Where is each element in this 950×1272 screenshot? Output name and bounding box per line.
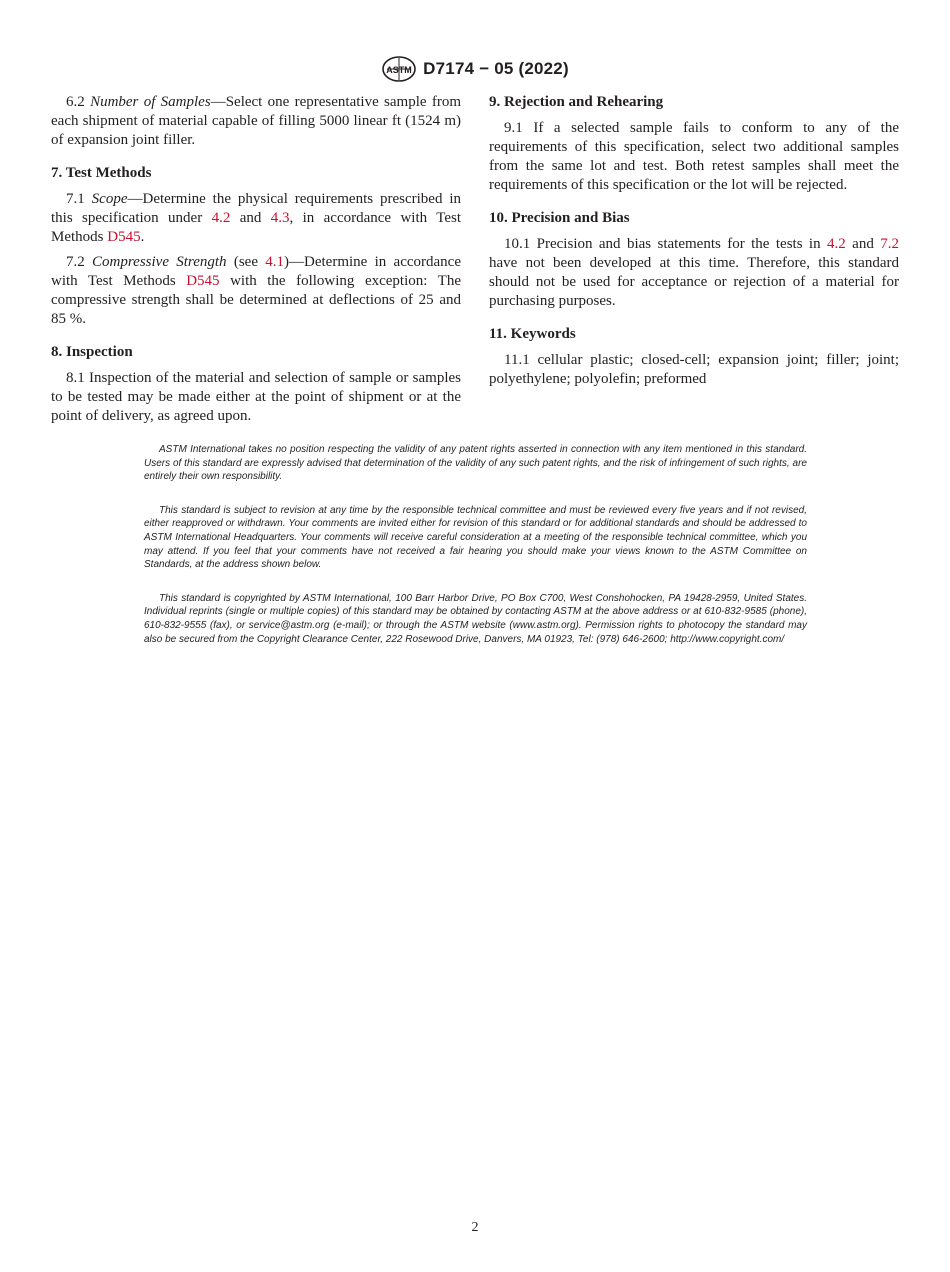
section-10-1: 10.1 Precision and bias statements for the tests in 4.2 and 7.2 have not been developed at this time. Therefore, this standard should not be used for acceptance or rejection of a material for purchasing purposes.: [489, 236, 899, 309]
svg-text:ASTM: ASTM: [386, 65, 412, 75]
patent-notice: ASTM International takes no position respecting the validity of any patent rights asserted in connection with any item mentioned in this standard. Users of this standard are expressly advised that determination of the validity of any such patent rights, and the risk of infringement of such rights, are entirely their own responsibility.: [144, 444, 807, 483]
ref-link[interactable]: D545: [186, 273, 220, 289]
heading-inspection: 8. Inspection: [51, 344, 133, 360]
section-7-2: 7.2 Compressive Strength (see 4.1)—Determine in accordance with Test Methods D545 with the following exception: The compressive strength shall be determined at deflections of 25 and 85 %.: [51, 254, 461, 327]
legal-notices: [144, 443, 807, 666]
standard-designation: D7174 − 05 (2022): [423, 59, 569, 78]
left-column: [51, 93, 461, 432]
section-7-1: 7.1 Scope—Determine the physical requirements prescribed in this specification under 4.2 and 4.3, in accordance with Test Methods D545.: [51, 191, 462, 245]
ref-link[interactable]: 4.1: [265, 254, 285, 270]
copyright-notice: This standard is copyrighted by ASTM International, 100 Barr Harbor Drive, PO Box C700, West Conshohocken, PA 19428-2959, United States. Individual reprints (single or multiple copies) of this standard may be obtained by contacting ASTM at the above address or at 610-832-9585 (phone), 610-832-9555 (fax), or service@astm.org (e-mail); or through the ASTM website (www.astm.org). Permission rights to photocopy the standard may also be secured from the Copyright Clearance Center, 222 Rosewood Drive, Danvers, MA 01923, Tel: (978) 646-2600; http://www.copyright.com/: [144, 592, 807, 645]
ref-link[interactable]: 4.3: [270, 210, 290, 226]
section-6-2: 6.2 Number of Samples—Select one representative sample from each shipment of material capable of filling 5000 linear ft (1524 m) of expansion joint filler.: [51, 94, 462, 148]
heading-keywords: 11. Keywords: [489, 326, 576, 342]
right-column: [489, 93, 899, 395]
ref-link[interactable]: 4.2: [211, 210, 231, 226]
page-header: [0, 56, 950, 82]
section-8-1: 8.1 Inspection of the material and selection of sample or samples to be tested may be made either at the point of shipment or at the point of delivery, as agreed upon.: [51, 370, 461, 424]
ref-link[interactable]: 7.2: [880, 236, 899, 252]
section-9-1: 9.1 If a selected sample fails to conform to any of the requirements of this specification, select two additional samples from the same lot and test. Both retest samples shall meet the requirements of this specification or the lot will be rejected.: [489, 120, 899, 193]
heading-rejection-rehearing: 9. Rejection and Rehearing: [489, 94, 664, 110]
page-number: 2: [471, 1220, 479, 1235]
section-11-1: 11.1 cellular plastic; closed-cell; expansion joint; filler; joint; polyethylene; polyolefin; preformed: [489, 352, 899, 387]
astm-logo-icon: [381, 56, 417, 82]
ref-link[interactable]: D545: [107, 229, 141, 245]
revision-notice: This standard is subject to revision at any time by the responsible technical committee and must be reviewed every five years and if not revised, either reapproved or withdrawn. Your comments are invited either for revision of this standard or for additional standards and should be addressed to ASTM International Headquarters. Your comments will receive careful consideration at a meeting of the responsible technical committee, which you may attend. If you feel that your comments have not received a fair hearing you should make your views known to the ASTM Committee on Standards, at the address shown below.: [144, 504, 807, 571]
ref-link[interactable]: 4.2: [827, 236, 846, 252]
heading-precision-bias: 10. Precision and Bias: [489, 210, 630, 226]
heading-test-methods: 7. Test Methods: [51, 165, 152, 181]
